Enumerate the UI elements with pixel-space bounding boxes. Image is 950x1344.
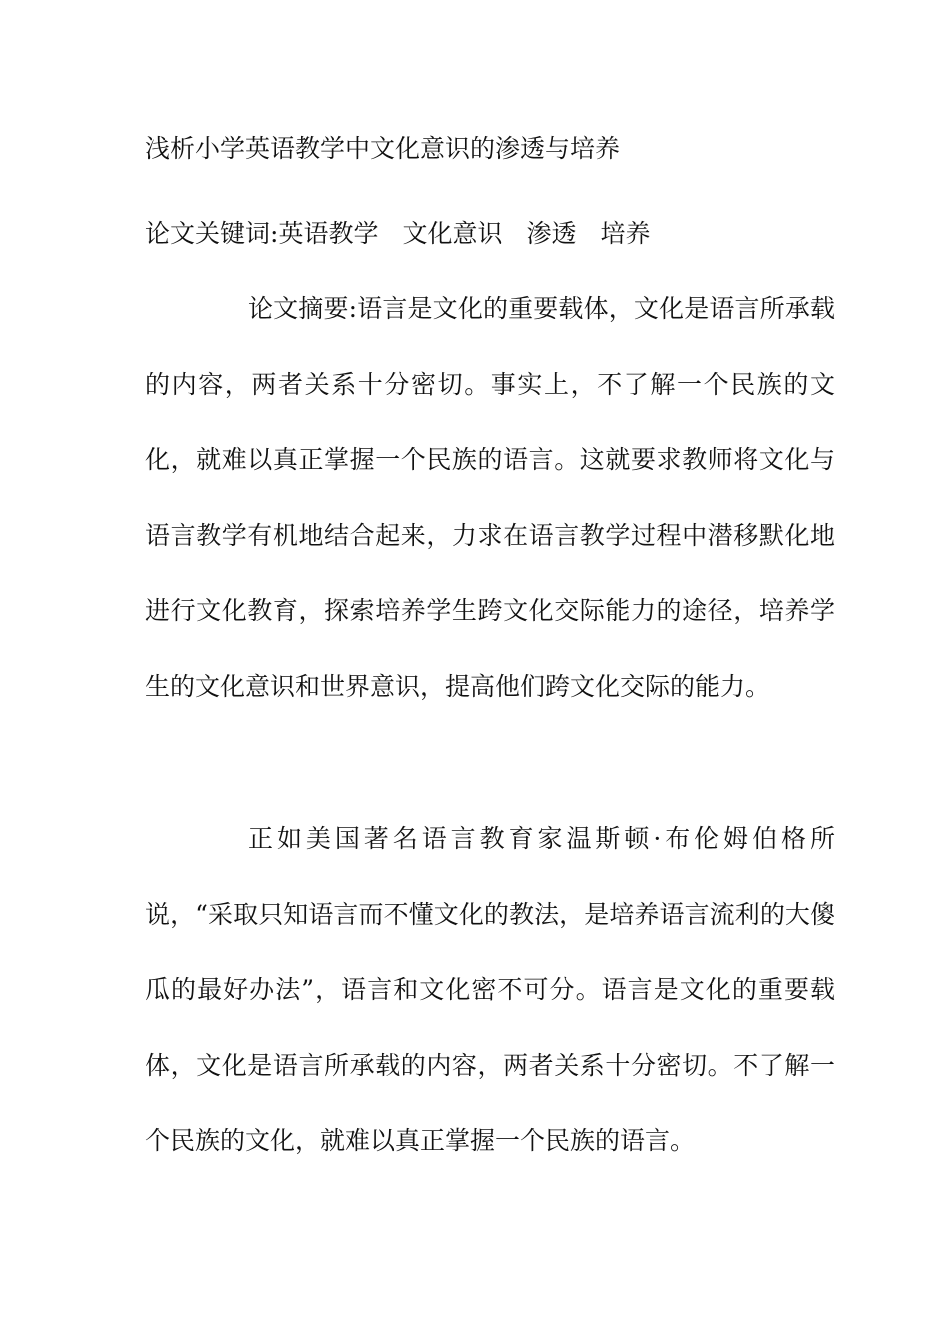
keywords-line	[145, 216, 651, 252]
keyword: 英语教学	[278, 219, 379, 248]
keyword: 培养	[600, 219, 651, 248]
abstract-paragraph: 论文摘要:语言是文化的重要载体，文化是语言所承载的内容，两者关系十分密切。事实上，不了解一个民族的文化，就难以真正掌握一个民族的语言。这就要求教师将文化与语言教学有机地结合起来，力求在语言教学过程中潜移默化地进行文化教育，探索培养学生跨文化交际能力的途径，培养学生的文化意识和世界意识，提高他们跨文化交际的能力。	[145, 294, 835, 701]
keywords-label: 论文关键词:	[145, 219, 279, 248]
document-page	[145, 0, 835, 1344]
keyword: 渗透	[526, 219, 577, 248]
document-title: 浅析小学英语教学中文化意识的渗透与培养	[145, 134, 621, 163]
body-paragraph: 正如美国著名语言教育家温斯顿·布伦姆伯格所说，“采取只知语言而不懂文化的教法，是培养语言流利的大傻瓜的最好办法”，语言和文化密不可分。语言是文化的重要载体，文化是语言所承载的内容，两者关系十分密切。不了解一个民族的文化，就难以真正掌握一个民族的语言。	[145, 824, 835, 1155]
keyword: 文化意识	[402, 219, 503, 248]
